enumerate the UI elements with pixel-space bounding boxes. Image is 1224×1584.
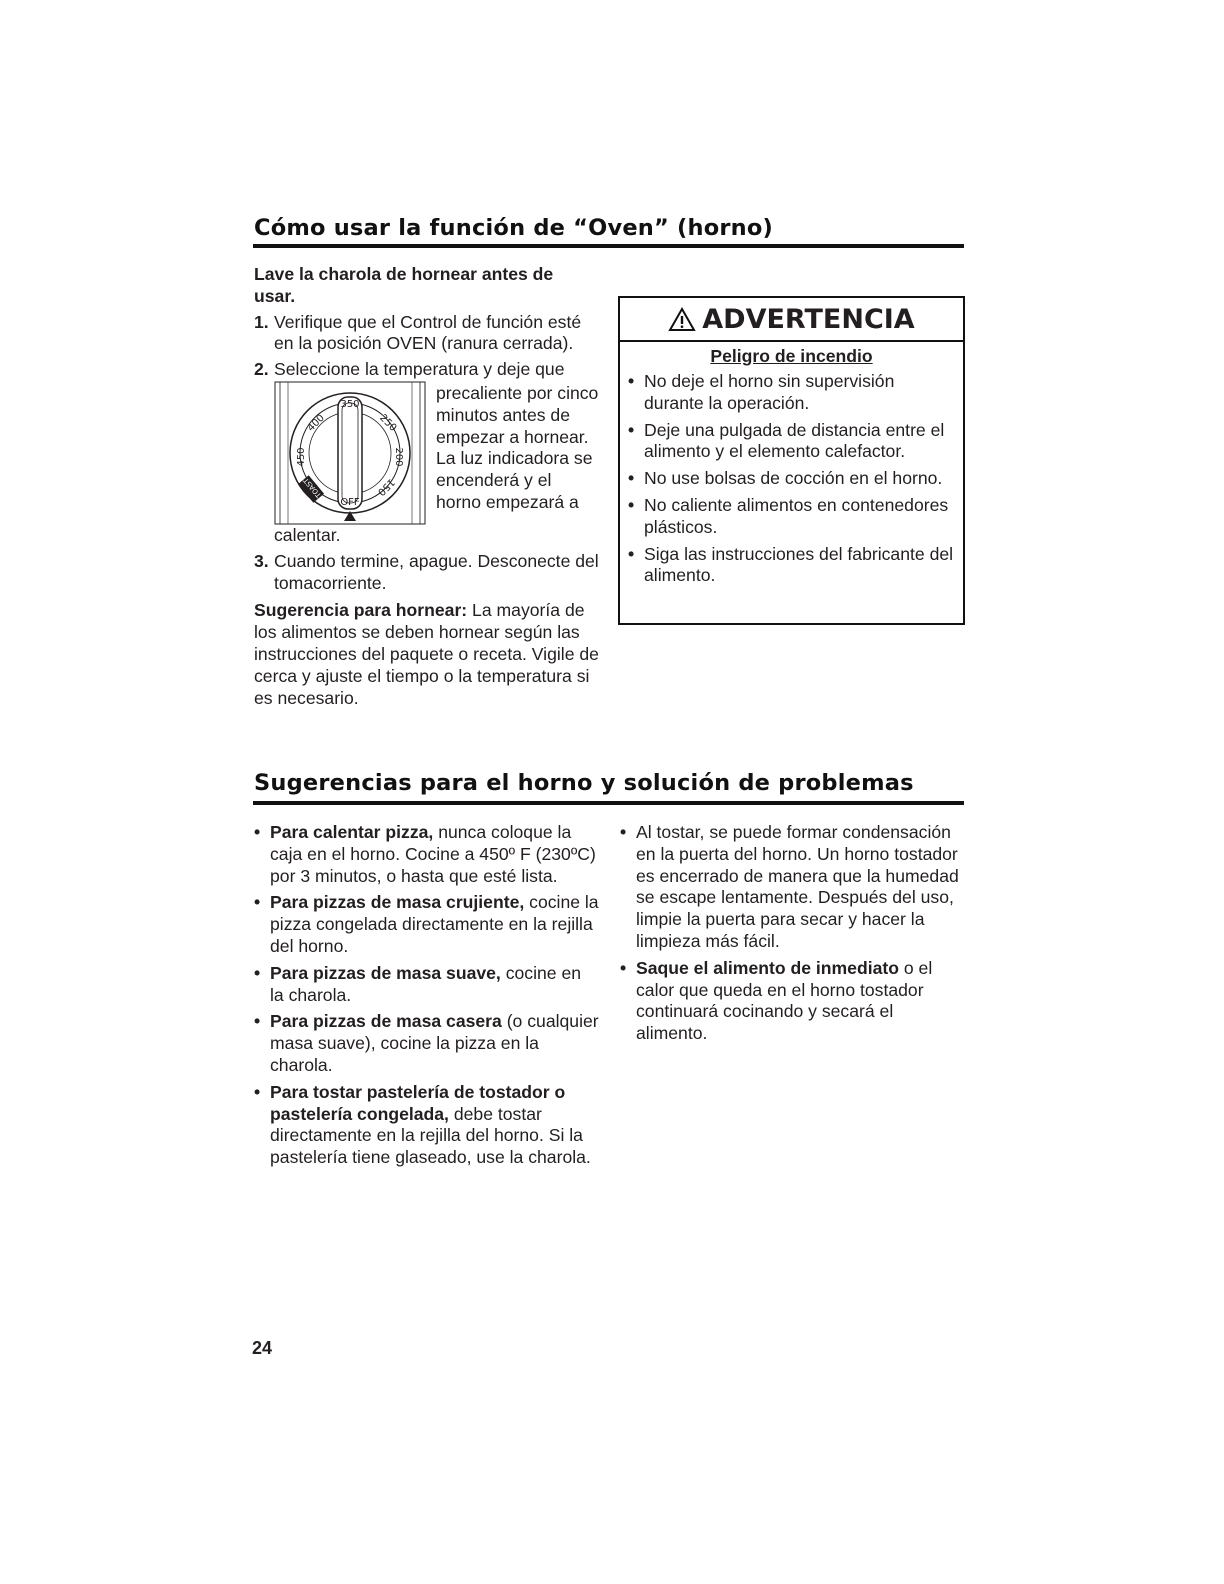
- step-text: Seleccione la temperatura y deje que: [274, 359, 565, 380]
- warning-item: • Siga las instrucciones del fabricante del alimento.: [628, 544, 955, 588]
- tips-right-column: [620, 822, 965, 1050]
- warning-box: [618, 296, 965, 625]
- step-text: Verifique que el Control de función esté en la posición OVEN (ranura cerrada).: [274, 311, 582, 354]
- tip-item: [254, 892, 599, 957]
- warning-item: • No caliente alimentos en contenedores plásticos.: [628, 495, 955, 539]
- warning-triangle-icon: [668, 307, 696, 332]
- tip-text: o el calor que queda en el horno tostador continuará cocinando y secará el alimento.: [636, 957, 933, 1044]
- step-2: [254, 359, 599, 381]
- dial-label: 350: [340, 398, 360, 410]
- tip-bold: Para pizzas de masa crujiente,: [270, 892, 525, 913]
- dial-label: TOAST: [302, 476, 324, 500]
- warning-divider: [620, 340, 963, 342]
- tip-text: La mayoría de los alimentos se deben hornear según las instrucciones del paquete o receta. Vigile de cerca y ajuste el tiempo o la temperatura si es necesario.: [254, 600, 599, 708]
- tip-item: [620, 822, 965, 953]
- tip-text: debe tostar directamente en la rejilla del horno. Si la pastelería tiene glaseado, use la charola.: [270, 1103, 591, 1168]
- section-rule: [253, 244, 964, 248]
- step-number: 1.: [254, 311, 269, 332]
- tip-bold: Para pizzas de masa casera: [270, 1011, 502, 1032]
- tip-item: [620, 958, 965, 1045]
- dial-label: 450: [296, 447, 307, 467]
- tip-text: cocine en la charola.: [270, 962, 582, 1005]
- dial-label: 150: [375, 476, 397, 498]
- intro-text: Lave la charola de hornear antes de usar.: [254, 264, 554, 306]
- tip-bold: Para pizzas de masa suave,: [270, 962, 501, 983]
- tip-item: [254, 1082, 599, 1169]
- tip-text: cocine la pizza congelada directamente en la rejilla del horno.: [270, 892, 599, 956]
- page-number: 24: [252, 1338, 273, 1358]
- tip-item: [254, 1011, 599, 1076]
- step-text: Cuando termine, apague. Desconecte del tomacorriente.: [274, 550, 599, 593]
- warning-item: • Deje una pulgada de distancia entre el alimento y el elemento calefactor.: [628, 420, 955, 464]
- dial-label: 400: [305, 412, 327, 434]
- step-number: 2.: [254, 359, 269, 380]
- tip-text: Al tostar, se puede formar condensación en la puerta del horno. Un horno tostador es encerrado de manera que la humedad se escape lentamente. Después del uso, limpie la puerta para secar y hacer la limpieza más fácil.: [636, 822, 959, 951]
- tip-label: Sugerencia para hornear:: [254, 600, 468, 621]
- dial-label: 200: [393, 447, 404, 467]
- tips-left-column: [254, 822, 599, 1174]
- tip-item: [254, 822, 599, 887]
- section-title-oven: Cómo usar la función de “Oven” (horno): [254, 215, 774, 241]
- oven-dial-figure: [274, 381, 426, 525]
- warning-header: [620, 298, 963, 340]
- oven-instructions: [254, 264, 599, 709]
- tip-bold: Para tostar pastelería de tostador o pastelería congelada,: [270, 1081, 566, 1124]
- warning-item: • No use bolsas de cocción en el horno.: [628, 468, 955, 490]
- section-title-tips: Sugerencias para el horno y solución de problemas: [254, 770, 914, 796]
- tip-bold: Para calentar pizza,: [270, 822, 434, 842]
- step-1: [254, 312, 599, 356]
- warning-item: • No deje el horno sin supervisión durante la operación.: [628, 371, 955, 415]
- baking-tip: [254, 600, 599, 709]
- step-text: calentar.: [274, 524, 341, 545]
- step-number: 3.: [254, 550, 269, 571]
- dial-label: OFF: [340, 496, 360, 508]
- step-3: [254, 551, 599, 595]
- tip-text: (o cualquier masa suave), cocine la pizza en la charola.: [270, 1011, 599, 1075]
- tip-item: [254, 963, 599, 1007]
- dial-label: 250: [377, 412, 399, 434]
- section-rule: [253, 801, 964, 805]
- step-text: precaliente por cinco minutos antes de empezar a hornear. La luz indicadora se encenderá y el horno empezará a: [436, 382, 599, 512]
- warning-list: [620, 371, 963, 587]
- warning-subtitle: Peligro de incendio: [710, 346, 873, 366]
- warning-title: ADVERTENCIA: [702, 303, 915, 335]
- temperature-dial-icon: [274, 381, 426, 525]
- step-2-figure-row: [254, 383, 599, 525]
- tip-bold: Saque el alimento de inmediato: [636, 957, 899, 978]
- tip-text: nunca coloque la caja en el horno. Cocine a 450º F (230ºC) por 3 minutos, o hasta que esté lista.: [270, 822, 596, 886]
